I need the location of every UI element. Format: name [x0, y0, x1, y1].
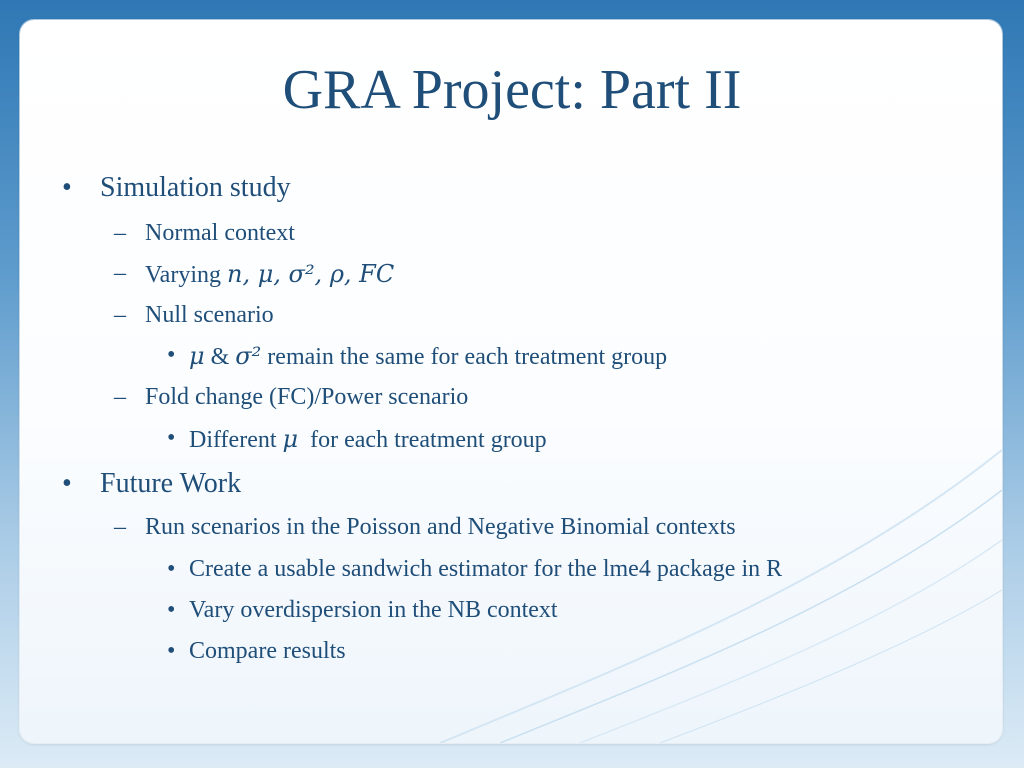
math-expression: σ²	[235, 342, 262, 370]
bullet-text	[189, 342, 667, 371]
dash-icon: –	[114, 514, 126, 540]
bullet-icon: •	[62, 172, 72, 203]
bullet-icon: •	[167, 638, 176, 664]
text-suffix: remain the same for each treatment group	[261, 344, 668, 370]
text-prefix: Different	[189, 427, 283, 453]
bullet-text: Fold change (FC)/Power scenario	[145, 384, 469, 410]
bullet-text: Compare results	[189, 638, 346, 664]
slide-title: GRA Project: Part II	[282, 59, 742, 121]
bullet-text: Create a usable sandwich estimator for the lme4 package in R	[189, 556, 783, 582]
math-expression: n, μ, σ², ρ, FC	[226, 260, 395, 288]
math-expression: μ	[189, 342, 205, 370]
bullet-text	[189, 425, 547, 454]
text-prefix: Varying	[145, 262, 227, 288]
dash-icon: –	[114, 302, 126, 328]
bullet-icon: •	[167, 425, 176, 451]
dash-icon: –	[114, 220, 126, 246]
bullet-text: Null scenario	[145, 302, 274, 328]
text-suffix: for each treatment group	[298, 427, 547, 453]
bullet-text	[145, 260, 394, 289]
bullet-icon: •	[167, 556, 176, 582]
text-mid: &	[204, 344, 236, 370]
dash-icon: –	[114, 260, 126, 286]
bullet-text: Run scenarios in the Poisson and Negative Binomial contexts	[145, 514, 736, 540]
bullet-icon: •	[62, 468, 72, 499]
dash-icon: –	[114, 384, 126, 410]
bullet-text: Vary overdispersion in the NB context	[189, 597, 558, 623]
bullet-text: Normal context	[145, 220, 295, 246]
bullet-text: Simulation study	[100, 172, 291, 203]
bullet-icon: •	[167, 342, 176, 368]
bullet-text: Future Work	[100, 468, 242, 499]
bullet-icon: •	[167, 597, 176, 623]
math-expression: μ	[282, 425, 299, 453]
